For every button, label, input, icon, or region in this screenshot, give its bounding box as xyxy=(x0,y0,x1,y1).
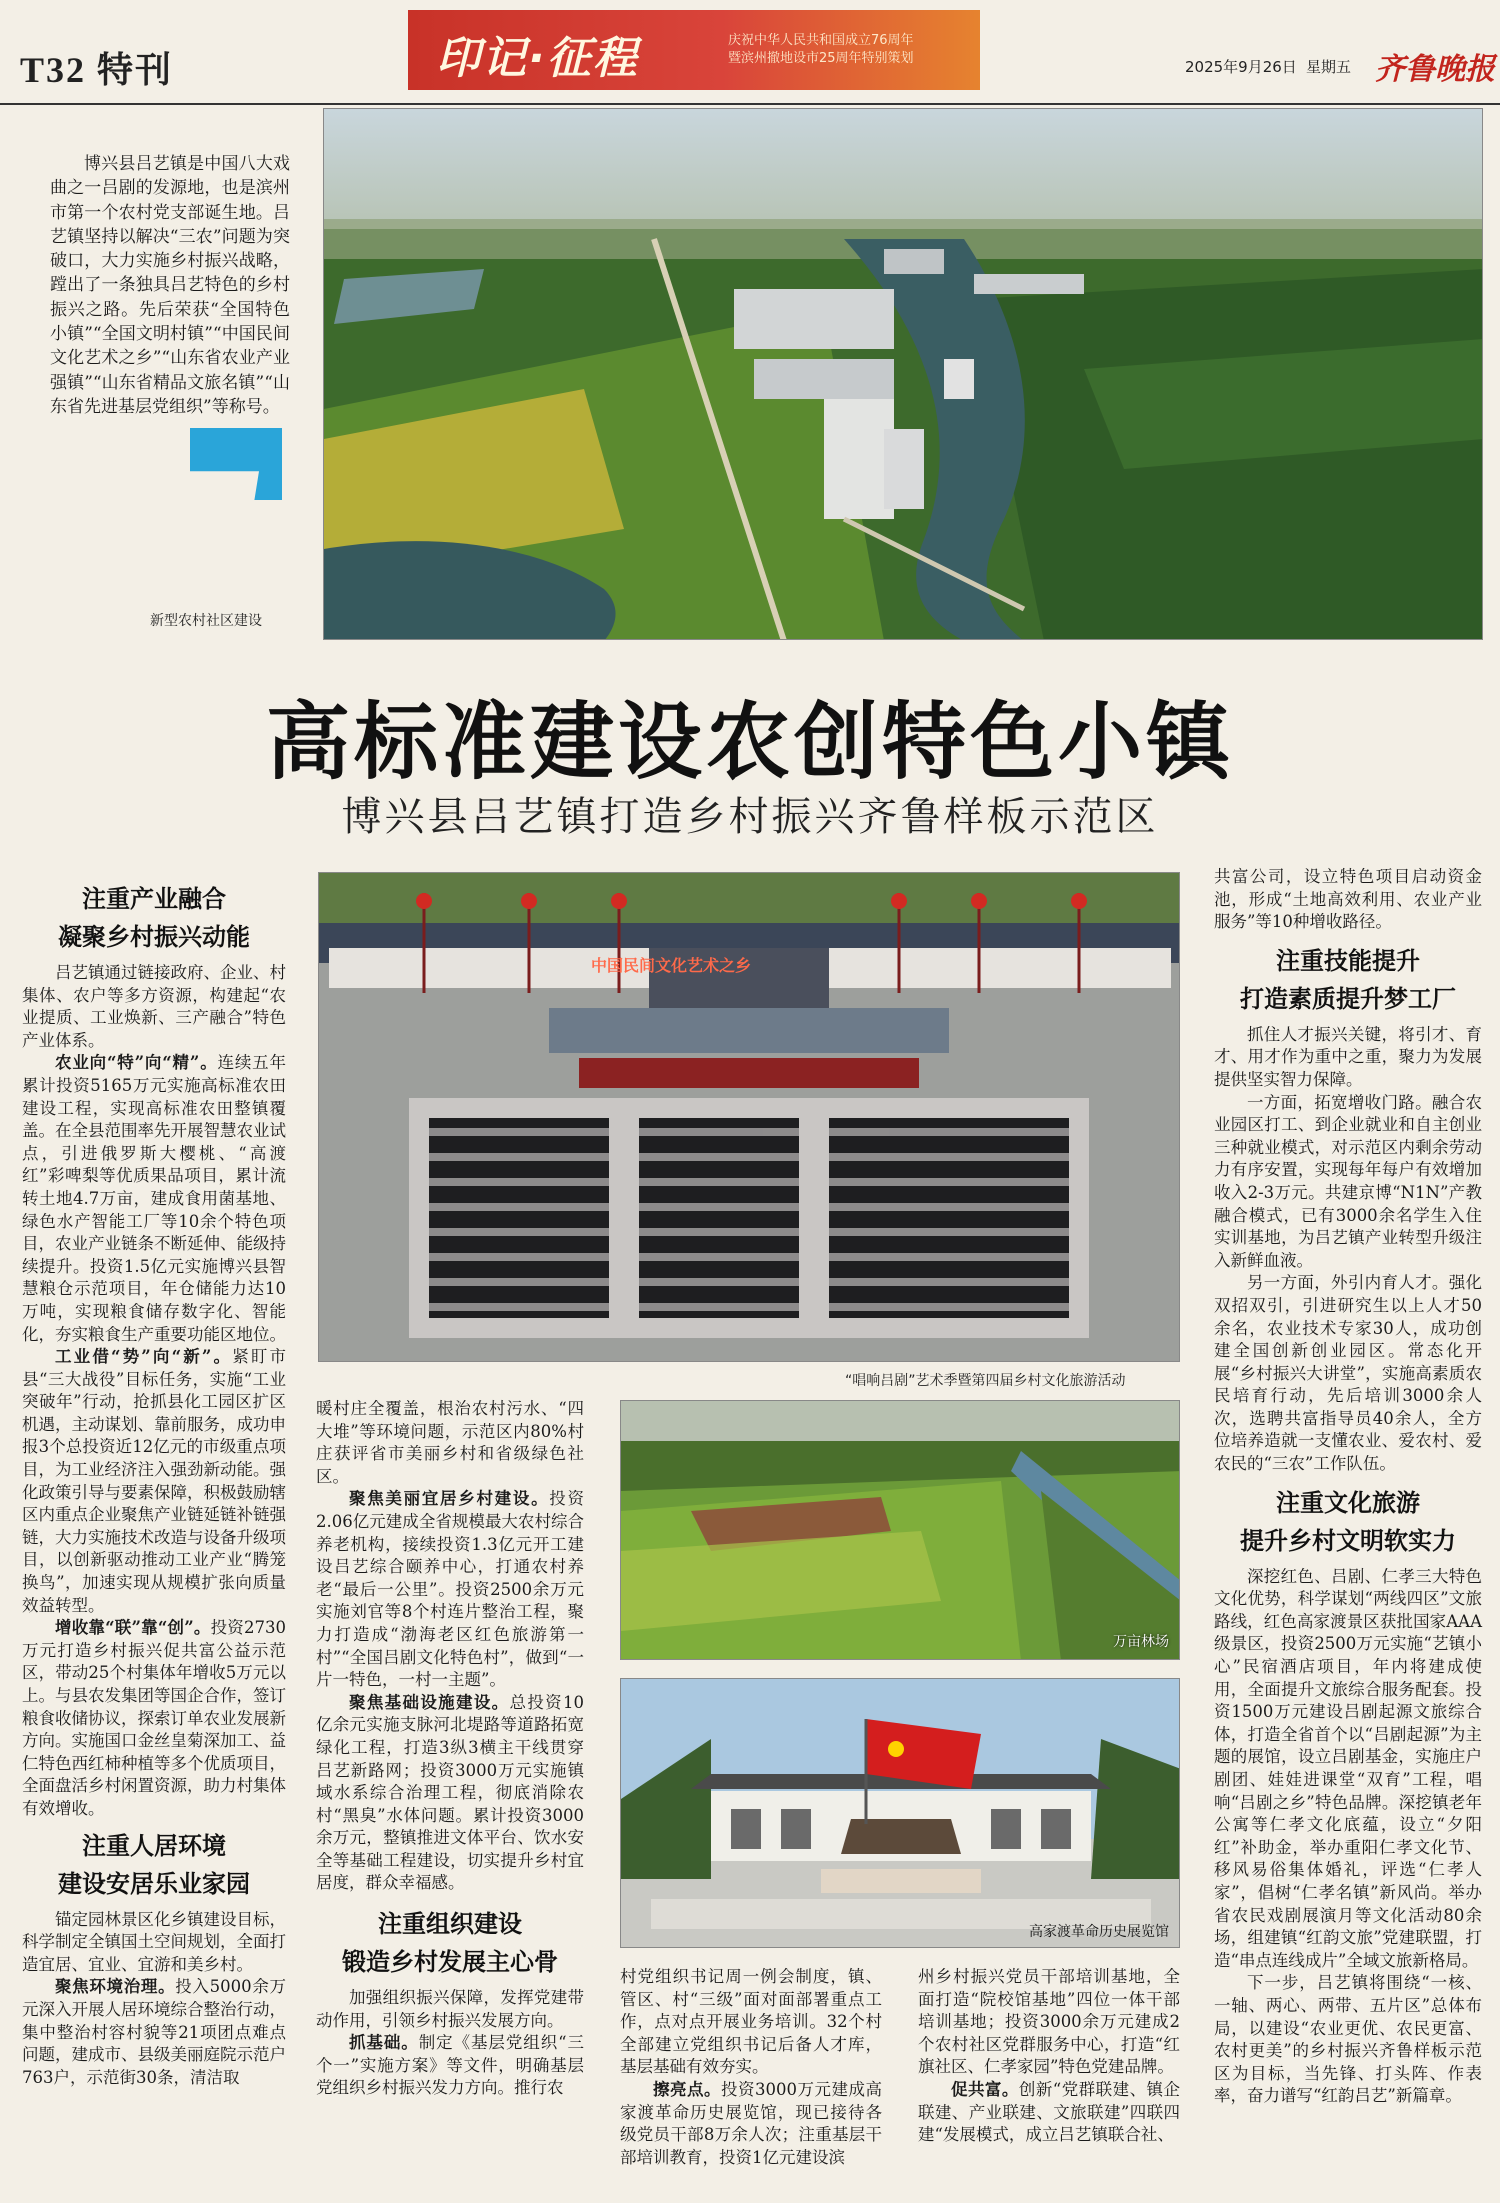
body-paragraph xyxy=(918,2079,1180,2147)
article-column-3 xyxy=(620,1966,882,2169)
body-paragraph: 锚定园林景区化乡镇建设目标，科学制定全镇国土空间规划，全面打造宜居、宜业、宜游和美乡村。 xyxy=(22,1909,286,1974)
body-paragraph: 一方面，拓宽增收门路。融合农业园区打工、到企业就业和自主创业三种就业模式，对示范区内剩余劳动力有序安置，实现每年每户有效增加收入2-3万元。共建京博“N1N”产教融合模式，已有3000余名学生入住实训基地，为吕艺镇产业转型升级注入新鲜血液。 xyxy=(1214,1092,1482,1270)
section-title-industry-b: 凝聚乡村振兴动能 xyxy=(58,923,250,951)
article-column-5 xyxy=(1214,866,1482,2108)
paragraph-text: 投资3000万元建成高家渡革命历史展览馆，现已接待各级党员干部8万余人次；注重基层干部培训教育，投资1亿元建设滨 xyxy=(620,2079,882,2167)
event-banner-text: 中国民间文化艺术之乡 xyxy=(591,956,752,975)
paragraph-text: 制定《基层党组织“三个一”实施方案》等文件，明确基层党组织乡村振兴发力方向。推行农 xyxy=(316,2033,585,2098)
section-title-culture-b: 提升乡村文明软实力 xyxy=(1240,1526,1456,1555)
body-paragraph xyxy=(22,1052,286,1346)
event-photo xyxy=(318,872,1180,1362)
paragraph-text: 创新“党群联建、镇企联建、产业联建、文旅联建”四联四建“发展模式，成立吕艺镇联合社、 xyxy=(918,2079,1181,2145)
paragraph-lead: 抓基础。 xyxy=(349,2033,419,2053)
article-column-2 xyxy=(316,1398,584,2100)
intro-paragraph: 博兴县吕艺镇是中国八大戏曲之一吕剧的发源地，也是滨州市第一个农村党支部诞生地。吕艺镇坚持以解决“三农”问题为突破口，大力实施乡村振兴战略，蹚出了一条独具吕艺特色的乡村振兴之路。先后荣获“全国特色小镇”“全国文明村镇”“中国民间文化艺术之乡”“山东省农业产业强镇”“山东省精品文旅名镇”“山东省先进基层党组织”等称号。 xyxy=(50,154,290,417)
section-title-culture-a: 注重文化旅游 xyxy=(1276,1488,1420,1517)
paragraph-text: 总投资10亿余元实施支脉河北堤路等道路拓宽绿化工程，打造3纵3横主干线贯穿吕艺新路网；投资3000万元实施镇域水系综合治理工程，彻底消除农村“黑臭”水体问题。累计投资3000余万元，整镇推进文体平台、饮水安全等基础工程建设，切实提升乡村宜居度，群众幸福感。 xyxy=(316,1692,584,1893)
page-number: T32 特刊 xyxy=(20,50,174,90)
top-photo-caption: 新型农村社区建设 xyxy=(150,613,262,629)
paragraph-text: 投资2730万元打造乡村振兴促共富公益示范区，带动25个村集体年增收5万元以上。与县农发集团等国企合作，签订粮食收储协议，探索订单农业发展新方向。实施国口金丝皇菊深加工、益仁特色西红柿种植等多个优质项目，全面盘活乡村闲置资源，助力村集体有效增收。 xyxy=(22,1618,286,1818)
main-headline: 高标准建设农创特色小镇 xyxy=(265,692,1234,791)
body-paragraph xyxy=(620,2079,882,2169)
body-paragraph: 抓住人才振兴关键，将引才、育才、用才作为重中之重，聚力为发展提供坚实智力保障。 xyxy=(1214,1024,1482,1089)
section-title-organization-a: 注重组织建设 xyxy=(378,1910,522,1939)
paragraph-text: 投入5000余万元深入开展人居环境综合整治行动，集中整治村容村貌等21项团点难点问题，建成市、县级美丽庭院示范户763户，示范街30条，清洁取 xyxy=(22,1977,286,2087)
paragraph-text: 紧盯市县“三大战役”目标任务，实施“工业突破年”行动，抢抓县化工园区扩区机遇，主动谋划、靠前服务，成功申报3个总投资近12亿元的市级重点项目，为工业经济注入强劲新动能。强化政策引导与要素保障，积极鼓励辖区内重点企业聚焦产业链延链补链强链，大力实施技术改造与设备升级项目，以创新驱动推动工业产业“腾笼换鸟”，加速实现从规模扩张向质量效益转型。 xyxy=(22,1347,286,1615)
body-paragraph xyxy=(22,1976,286,2089)
body-paragraph: 深挖红色、吕剧、仁孝三大特色文化优势，科学谋划“两线四区”文旅路线，红色高家渡景区获批国家AAA级景区，投资2500万元实施“艺镇小心”民宿酒店项目，年内将建成使用，全面提升文旅综合服务配套。投资1500万元建设吕剧起源文旅综合体，打造全省首个以“吕剧起源”为主题的展馆，设立吕剧基金，实施庄户剧团、娃娃进课堂“双育”工程，唱响“吕剧之乡”特色品牌。深挖镇老年公寓等仁孝文化底蕴，设立“夕阳红”补助金，举办重阳仁孝文化节、移风易俗集体婚礼，评选“仁孝人家”，倡树“仁孝名镇”新风尚。举办省农民戏剧展演月等文化活动80余场，组建镇“红韵文旅”党建联盟，打造“串点连线成片”全域文旅新格局。 xyxy=(1214,1566,1482,1970)
paragraph-lead: 聚焦环境治理。 xyxy=(55,1977,176,1997)
paragraph-lead: 工业借“势”向“新”。 xyxy=(55,1347,233,1367)
paragraph-lead: 增收靠“联”靠“创”。 xyxy=(55,1618,211,1638)
museum-photo-caption: 高家渡革命历史展览馆 xyxy=(1029,1924,1169,1940)
body-paragraph: 下一步，吕艺镇将围绕“一核、一轴、两心、两带、五片区”总体布局，以建设“农业更优、农民更富、农村更美”的乡村振兴齐鲁样板示范区为目标，当先锋、打头阵、作表率，奋力谱写“红韵吕艺”新篇章。 xyxy=(1214,1973,1482,2106)
body-paragraph: 州乡村振兴党员干部培训基地，全面打造“院校馆基地”四位一体干部培训基地；投资3000余万元建成2个农村社区党群服务中心，打造“红旗社区、仁孝家园”特色党建品牌。 xyxy=(918,1967,1180,2077)
body-paragraph xyxy=(316,1488,584,1691)
body-paragraph xyxy=(22,1346,286,1617)
section-title-organization-b: 锻造乡村发展主心骨 xyxy=(342,1948,558,1977)
body-paragraph: 村党组织书记周一例会制度，镇、管区、村“三级”面对面部署重点工作，点对点开展业务培训。32个村全部建立党组织书记后备人才库，基层基础有效夯实。 xyxy=(620,1967,882,2077)
newspaper-brand-logo: 齐鲁晚报 xyxy=(1375,52,1495,87)
event-photo-caption: “唱响吕剧”艺术季暨第四届乡村文化旅游活动 xyxy=(845,1373,1126,1389)
forest-field-photo xyxy=(620,1400,1180,1660)
section-title-living-a: 注重人居环境 xyxy=(82,1831,226,1860)
issue-date: 2025年9月26日 xyxy=(1185,58,1297,76)
paragraph-text: 连续五年累计投资5165万元实施高标准农田建设工程，实现高标准农田整镇覆盖。在全县范围率先开展智慧农业试点，引进俄罗斯大樱桃、“高渡红”彩啤梨等优质果品项目，累计流转土地4.7万亩，建成食用菌基地、绿色水产智能工厂等10余个特色项目，农业产业链条不断延伸、能级持续提升。投资1.5亿元实施博兴县智慧粮仓示范项目，年仓储能力达10万吨，实现粮食储存数字化、智能化，夯实粮食生产重要功能区地位。 xyxy=(22,1053,287,1344)
article-column-4 xyxy=(918,1966,1180,2147)
body-paragraph: 吕艺镇通过链接政府、企业、村集体、农户等多方资源，构建起“农业提质、工业焕新、三产融合”特色产业体系。 xyxy=(22,963,286,1050)
paragraph-lead: 聚焦美丽宜居乡村建设。 xyxy=(349,1489,550,1509)
banner-subtitle xyxy=(728,32,968,68)
body-paragraph: 另一方面，外引内育人才。强化双招双引，引进研究生以上人才50余名，农业技术专家30人，成功创建全国创新创业园区。常态化开展“乡村振兴大讲堂”，实施高素质农民培育行动，先后培训3000余人次，选聘共富指导员40余人，全方位培养造就一支懂农业、爱农村、爱农民的“三农”工作队伍。 xyxy=(1214,1273,1482,1474)
section-title-living-b: 建设安居乐业家园 xyxy=(58,1869,250,1898)
page-header xyxy=(0,0,1500,105)
banner-title: 印记·征程 xyxy=(436,33,639,84)
body-paragraph xyxy=(22,1617,286,1820)
paragraph-lead: 擦亮点。 xyxy=(653,2079,721,2099)
field-photo-caption: 万亩林场 xyxy=(1113,1634,1169,1650)
quote-mark-icon xyxy=(190,428,282,500)
museum-photo xyxy=(620,1678,1180,1948)
article-column-1 xyxy=(22,880,286,2089)
body-paragraph xyxy=(316,2032,584,2100)
banner-subtitle-line-2: 暨滨州撤地设市25周年特别策划 xyxy=(728,51,914,66)
paragraph-lead: 促共富。 xyxy=(951,2079,1019,2099)
body-paragraph: 加强组织振兴保障，发挥党建带动作用，引领乡村振兴发展方向。 xyxy=(316,1988,584,2030)
section-title-industry-a: 注重产业融合 xyxy=(82,885,226,913)
body-paragraph: 暖村庄全覆盖，根治农村污水、“四大堆”等环境问题，示范区内80%村庄获评省市美丽乡村和省级绿色社区。 xyxy=(316,1399,584,1486)
section-title-skills-a: 注重技能提升 xyxy=(1276,946,1420,975)
sub-headline: 博兴县吕艺镇打造乡村振兴齐鲁样板示范区 xyxy=(341,794,1159,840)
section-banner xyxy=(408,10,980,90)
paragraph-text: 投资2.06亿元建成全省规模最大农村综合养老机构，接续投资1.3亿元开工建设吕艺综合颐养中心，打通农村养老“最后一公里”。投资2500余万元实施刘官等8个村连片整治工程，聚力打造成“渤海老区红色旅游第一村”“全国吕剧文化特色村”，做到“一片一特色，一村一主题”。 xyxy=(316,1489,585,1690)
paragraph-lead: 农业向“特”向“精”。 xyxy=(55,1053,218,1073)
issue-weekday: 星期五 xyxy=(1306,58,1352,76)
body-paragraph xyxy=(316,1692,584,1895)
section-title-skills-b: 打造素质提升梦工厂 xyxy=(1240,984,1456,1013)
banner-subtitle-line-1: 庆祝中华人民共和国成立76周年 xyxy=(728,33,914,48)
aerial-village-photo xyxy=(323,108,1483,640)
body-paragraph: 共富公司，设立特色项目启动资金池，形成“土地高效利用、农业产业服务”等10种增收路径。 xyxy=(1214,867,1482,932)
paragraph-lead: 聚焦基础设施建设。 xyxy=(349,1692,510,1712)
